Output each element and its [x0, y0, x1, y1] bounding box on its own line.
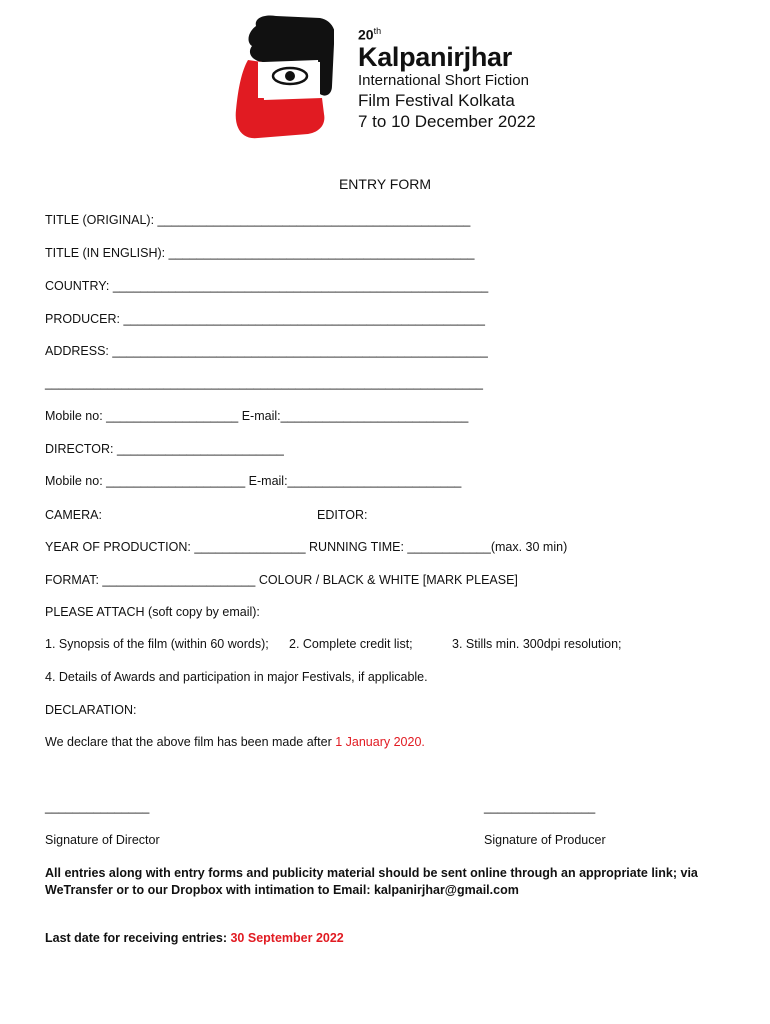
- last-date-value: 30 September 2022: [230, 931, 344, 945]
- field-title-original[interactable]: TITLE (ORIGINAL): _____________________________________________: [45, 213, 471, 227]
- field-address-line2[interactable]: _______________________________________________________________: [45, 376, 483, 390]
- last-date: [45, 931, 344, 945]
- submission-note-line2: WeTransfer or to our Dropbox with intimation to Email: kalpanirjhar@gmail.com: [45, 883, 519, 897]
- logo-dates: 7 to 10 December 2022: [358, 111, 536, 131]
- eye-pupil-icon: [285, 71, 295, 81]
- form-title: ENTRY FORM: [338, 176, 432, 192]
- logo-subtitle: International Short Fiction: [358, 71, 529, 89]
- field-director-mobile-email[interactable]: Mobile no: ____________________ E-mail:_________________________: [45, 474, 462, 488]
- field-producer[interactable]: PRODUCER: ____________________________________________________: [45, 312, 485, 326]
- edition-suffix: th: [373, 26, 382, 36]
- field-year-running-time[interactable]: YEAR OF PRODUCTION: ________________ RUNNING TIME: ____________(max. 30 min): [45, 540, 568, 554]
- signature-line-producer[interactable]: ________________: [484, 800, 596, 814]
- logo-edition: [358, 24, 536, 42]
- attach-item-stills: 3. Stills min. 300dpi resolution;: [452, 637, 622, 651]
- field-camera[interactable]: CAMERA:: [45, 508, 102, 522]
- submission-note-line1: All entries along with entry forms and publicity material should be sent online through an appropriate link; via: [45, 866, 698, 880]
- attach-heading: PLEASE ATTACH (soft copy by email):: [45, 605, 260, 619]
- festival-logo-text: [358, 24, 536, 132]
- declaration-heading: DECLARATION:: [45, 703, 137, 717]
- declaration-text: [45, 735, 425, 749]
- field-title-english[interactable]: TITLE (IN ENGLISH): ____________________________________________: [45, 246, 475, 260]
- attach-item-credits: 2. Complete credit list;: [289, 637, 413, 651]
- edition-number: 20: [358, 26, 374, 43]
- attach-item-synopsis: 1. Synopsis of the film (within 60 words);: [45, 637, 269, 651]
- logo-festival: Film Festival Kolkata: [358, 90, 515, 110]
- last-date-label: Last date for receiving entries:: [45, 931, 231, 945]
- declaration-statement: We declare that the above film has been made after: [45, 735, 336, 749]
- field-address[interactable]: ADDRESS: ______________________________________________________: [45, 344, 488, 358]
- field-format[interactable]: FORMAT: ______________________ COLOUR / BLACK & WHITE [MARK PLEASE]: [45, 573, 518, 587]
- signature-label-director: Signature of Director: [45, 833, 160, 847]
- signature-label-producer: Signature of Producer: [484, 833, 606, 847]
- declaration-date: 1 January 2020.: [335, 735, 425, 749]
- field-producer-mobile-email[interactable]: Mobile no: ___________________ E-mail:___________________________: [45, 409, 469, 423]
- field-editor[interactable]: EDITOR:: [317, 508, 368, 522]
- logo-name: Kalpanirjhar: [358, 41, 512, 72]
- festival-logo-mark: [234, 14, 334, 140]
- attach-item-awards: 4. Details of Awards and participation in major Festivals, if applicable.: [45, 670, 428, 684]
- field-director[interactable]: DIRECTOR: ________________________: [45, 442, 284, 456]
- field-country[interactable]: COUNTRY: ______________________________________________________: [45, 279, 489, 293]
- signature-line-director[interactable]: _______________: [45, 800, 150, 814]
